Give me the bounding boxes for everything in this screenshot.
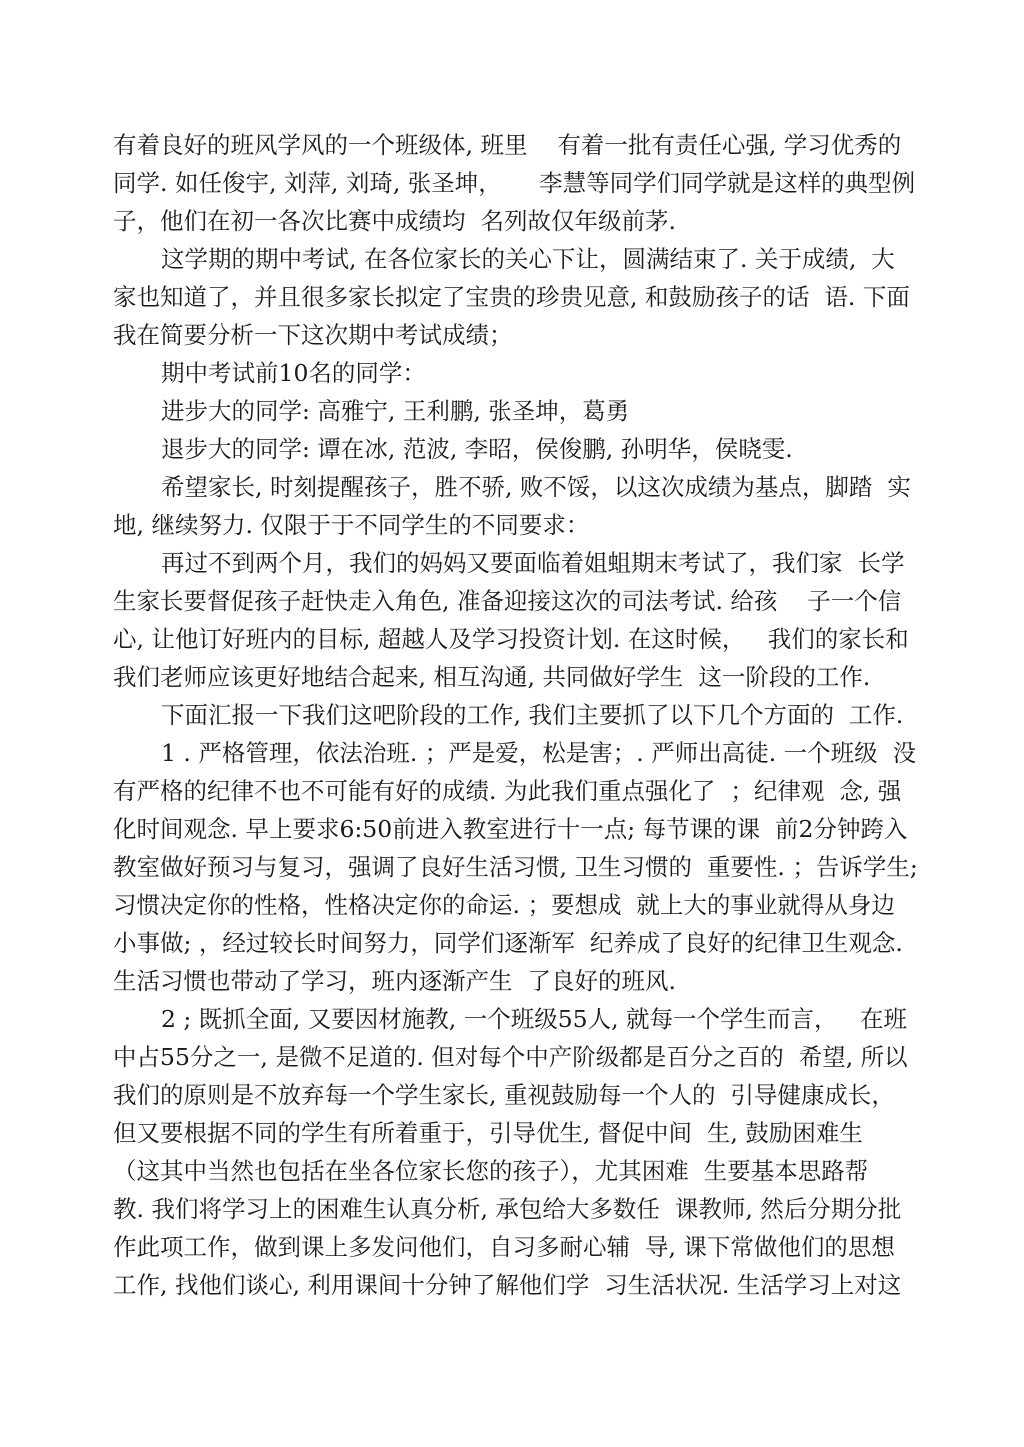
paragraph-start-line: 1 . 严格管理，依法治班. ；严是爱，松是害；. 严师出高徒. 一个班级 没 [161, 739, 917, 767]
text-line: 中占55分之一, 是微不足道的. 但对每个中产阶级都是百分之百的 希望, 所以 [113, 1043, 908, 1071]
text-line: 家也知道了，并且很多家长拟定了宝贵的珍贵见意, 和鼓励孩子的话 语. 下面 [113, 283, 910, 311]
text-line: 化时间观念. 早上要求6:50前进入教室进行十一点; 每节课的课 前2分钟跨入 [113, 815, 908, 843]
paragraph-start-line: 再过不到两个月，我们的妈妈又要面临着姐蛆期末考试了，我们家 长学 [161, 549, 905, 577]
text-line: 作此项工作，做到课上多发问他们，自习多耐心辅 导, 课下常做他们的思想 [113, 1233, 895, 1261]
paragraph-start-line: 期中考试前10名的同学： [161, 359, 426, 387]
paragraph-start-line: 下面汇报一下我们这吧阶段的工作, 我们主要抓了以下几个方面的 工作. [161, 701, 904, 729]
text-line: 心, 让他订好班内的目标, 超越人及学习投资计划. 在这时候， 我们的家长和 [113, 625, 909, 653]
text-line: 工作, 找他们谈心, 利用课间十分钟了解他们学 习生活状况. 生活学习上对这 [113, 1271, 902, 1299]
text-line: （这其中当然也包括在坐各位家长您的孩子），尤其困难 生要基本思路帮 [113, 1157, 869, 1185]
paragraph-start-line: 退步大的同学: 谭在冰, 范波, 李昭，侯俊鹏, 孙明华，侯晓雯. [161, 435, 793, 463]
text-line: 生活习惯也带动了学习，班内逐渐产生 了良好的班风. [113, 967, 676, 995]
text-line: 教. 我们将学习上的困难生认真分析, 承包给大多数任 课教师, 然后分期分批 [113, 1195, 902, 1223]
text-line: 子，他们在初一各次比赛中成绩均 名列故仅年级前茅. [113, 207, 676, 235]
paragraph-start-line: 希望家长, 时刻提醒孩子，胜不骄, 败不馁，以这次成绩为基点，脚踏 实 [161, 473, 911, 501]
paragraph-start-line: 进步大的同学: 高雅宁, 王利鹏, 张圣坤，葛勇 [161, 397, 630, 425]
text-line: 我在简要分析一下这次期中考试成绩； [113, 321, 513, 349]
text-line: 地, 继续努力. 仅限于于不同学生的不同要求： [113, 511, 590, 539]
text-line: 我们的原则是不放弃每一个学生家长, 重视鼓励每一个人的 引导健康成长， [113, 1081, 895, 1109]
text-line: 生家长要督促孩子赶快走入角色, 准备迎接这次的司法考试. 给孩 子一个信 [113, 587, 902, 615]
text-line: 教室做好预习与复习，强调了良好生活习惯, 卫生习惯的 重要性. ；告诉学生; [113, 853, 918, 881]
text-line: 有严格的纪律不也不可能有好的成绩. 为此我们重点强化了 ；纪律观 念, 强 [113, 777, 902, 805]
text-line: 小事做; ，经过较长时间努力，同学们逐渐军 纪养成了良好的纪律卫生观念. [113, 929, 903, 957]
text-line: 有着良好的班风学风的一个班级体, 班里 有着一批有责任心强, 学习优秀的 [113, 131, 902, 159]
text-line: 我们老师应该更好地结合起来, 相互沟通, 共同做好学生 这一阶段的工作. [113, 663, 871, 691]
text-line: 但又要根据不同的学生有所着重于，引导优生, 督促中间 生, 鼓励困难生 [113, 1119, 863, 1147]
text-line: 同学. 如任俊宇, 刘萍, 刘琦, 张圣坤， 李慧等同学们同学就是这样的典型例 [113, 169, 916, 197]
paragraph-start-line: 这学期的期中考试, 在各位家长的关心下让，圆满结束了. 关于成绩, 大 [161, 245, 895, 273]
paragraph-start-line: 2 ; 既抓全面, 又要因材施教, 一个班级55人, 就每一个学生而言， 在班 [161, 1005, 907, 1033]
document-body [113, 126, 923, 1304]
text-line: 习惯决定你的性格，性格决定你的命运. ；要想成 就上大的事业就得从身边 [113, 891, 895, 919]
